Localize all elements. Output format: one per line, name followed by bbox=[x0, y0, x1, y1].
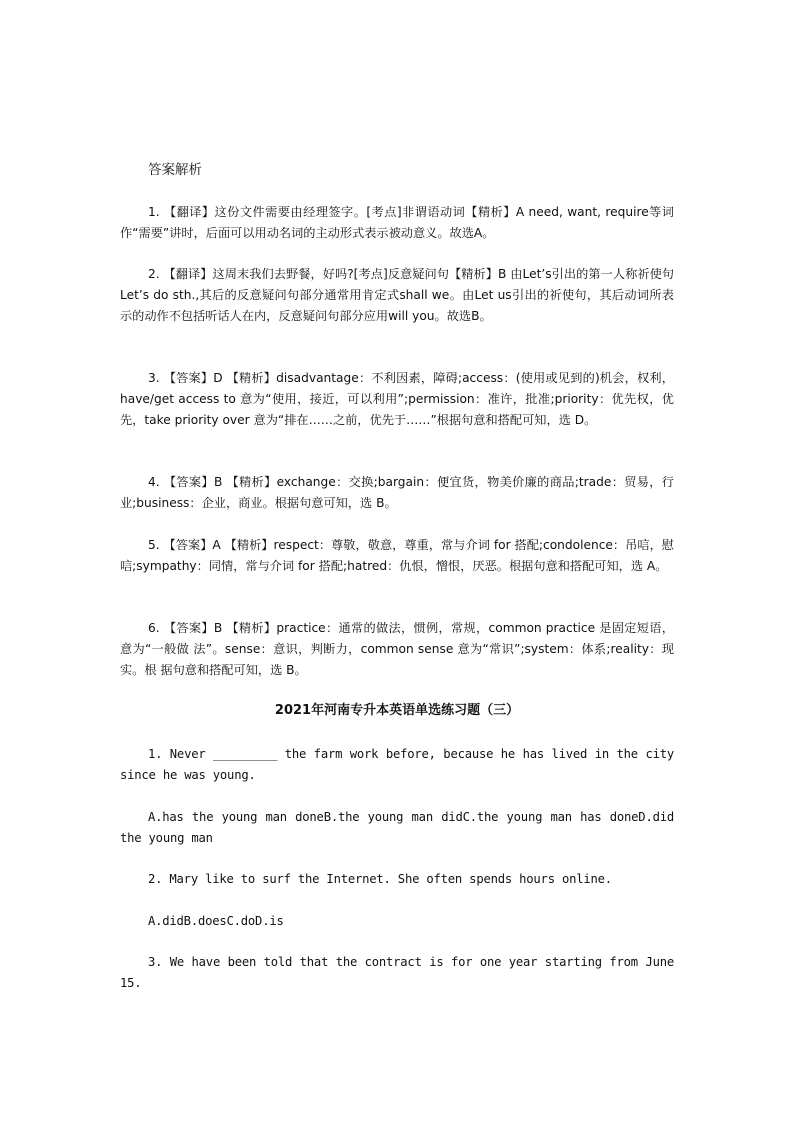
answer-1: 1. 【翻译】这份文件需要由经理签字。[考点]非谓语动词【精析】A need, want, require等词作“需要”讲时，后面可以用动名词的主动形式表示被动意义。故选A。 bbox=[120, 205, 674, 240]
answer-4: 4. 【答案】B 【精析】exchange：交换;bargain：便宜货，物美价廉的商品;trade：贸易，行业;business：企业，商业。根据句意可知，选 B。 bbox=[120, 475, 674, 510]
section-title: 2021年河南专升本英语单选练习题（三） bbox=[274, 703, 520, 718]
answer-5: 5. 【答案】A 【精析】respect：尊敬，敬意，尊重，常与介词 for 搭配;condolence：吊唁，慰唁;sympathy：同情，常与介词 for 搭配;hatred：仇恨，憎恨，厌恶。根据句意和搭配可知，选 A。 bbox=[120, 538, 674, 573]
question-1: 1. Never _________ the farm work before, because he has lived in the city since he was young. bbox=[120, 747, 674, 782]
answer-3: 3. 【答案】D 【精析】disadvantage：不利因素，障碍;access：(使用或见到的)机会，权利，have/get access to 意为“使用，接近，可以利用”;permission：准许，批准;priority：优先权，优先，take priority over 意为“排在……之前，优先于……”根据句意和搭配可知，选 D。 bbox=[120, 371, 674, 427]
question-2-options: A.didB.doesC.doD.is bbox=[148, 914, 284, 928]
answers-heading: 答案解析 bbox=[148, 162, 202, 178]
question-2: 2. Mary like to surf the Internet. She often spends hours online. bbox=[148, 872, 612, 886]
question-1-options: A.has the young man doneB.the young man didC.the young man has doneD.did the young man bbox=[120, 810, 674, 845]
question-3: 3. We have been told that the contract is for one year starting from June 15. bbox=[120, 955, 674, 990]
answer-2: 2. 【翻译】这周末我们去野餐，好吗?[考点]反意疑问句【精析】B 由Let’s引出的第一人称祈使句Let’s do sth.,其后的反意疑问句部分通常用肯定式shall we。由Let us引出的祈使句，其后动词所表示的动作不包括听话人在内，反意疑问句部分应用will you。故选B。 bbox=[120, 267, 674, 323]
answer-6: 6. 【答案】B 【精析】practice：通常的做法，惯例，常规，common practice 是固定短语，意为“一般做 法”。sense：意识，判断力，common sense 意为“常识”;system：体系;reality：现实。根 据句意和搭配可知，选 B。 bbox=[120, 621, 674, 677]
